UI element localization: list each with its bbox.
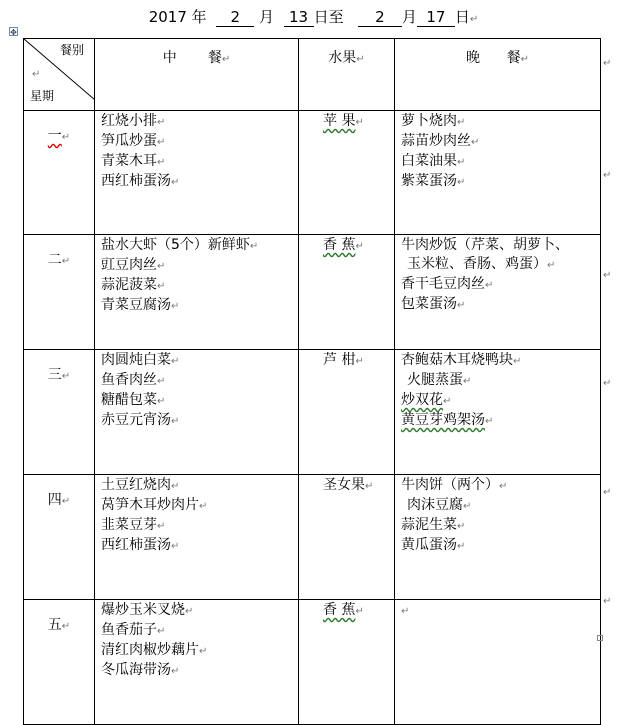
- fruit-cell: 芦 柑↵: [299, 350, 395, 475]
- table-row: [24, 235, 601, 350]
- paragraph-mark-icon: ↵: [32, 69, 41, 80]
- fruit-cell: 苹 果↵: [299, 111, 395, 235]
- dish-item: 赤豆元宵汤↵: [101, 412, 180, 428]
- dish-item: 糖醋包菜↵: [101, 392, 166, 408]
- dish-item: 白菜油果↵: [401, 153, 466, 169]
- dish-item: 西红柿蛋汤↵: [101, 537, 180, 553]
- corner-weekday-label: 星期: [30, 89, 55, 103]
- title-end-day: 17: [417, 8, 455, 27]
- table-resize-handle-icon[interactable]: [597, 635, 603, 641]
- weekday-cell: 一↵: [24, 111, 95, 235]
- dish-item: 盐水大虾（5个）新鲜虾↵: [101, 237, 259, 253]
- dish-item: 土豆红烧肉↵: [101, 477, 180, 493]
- dish-item: 蒜泥菠菜↵: [101, 277, 166, 293]
- dish-item: 黄豆芽鸡架汤↵: [401, 412, 494, 428]
- table-row: [24, 600, 601, 725]
- document-title: [0, 6, 627, 31]
- dish-item: 蒜泥生菜↵: [401, 517, 466, 533]
- dish-item: 莴笋木耳炒肉片↵: [101, 497, 208, 513]
- dish-item: 萝卜烧肉↵: [401, 113, 466, 129]
- header-row: [24, 39, 601, 111]
- title-end-month: 2: [358, 8, 402, 27]
- dish-item: 红烧小排↵: [101, 113, 166, 129]
- dish-item: 玉米粒、香肠、鸡蛋）↵: [407, 256, 556, 272]
- dinner-header: 晚 餐↵: [395, 39, 601, 111]
- dish-item: 蒜苗炒肉丝↵: [401, 133, 480, 149]
- title-start-day: 13: [284, 8, 314, 27]
- dish-item: 肉沫豆腐↵: [407, 497, 472, 513]
- dinner-cell: [395, 235, 601, 350]
- dish-item: 豇豆肉丝↵: [101, 257, 166, 273]
- table-row: [24, 475, 601, 600]
- weekday-cell: 五↵: [24, 600, 95, 725]
- lunch-header: 中 餐↵: [95, 39, 299, 111]
- dish-item: 肉圆炖白菜↵: [101, 352, 180, 368]
- lunch-cell: [95, 350, 299, 475]
- dish-item: 清红肉椒炒藕片↵: [101, 642, 208, 658]
- title-end-day-label: 日: [454, 8, 470, 26]
- title-year-label: 年: [191, 8, 207, 26]
- dish-item: 香干毛豆肉丝↵: [401, 276, 494, 292]
- lunch-cell: [95, 600, 299, 725]
- corner-meal-label: 餐别: [59, 43, 84, 57]
- lunch-cell: [95, 475, 299, 600]
- dinner-cell: [395, 350, 601, 475]
- table-row: [24, 111, 601, 235]
- dish-item: 青菜豆腐汤↵: [101, 297, 180, 313]
- table-move-handle-icon[interactable]: ✥: [10, 28, 17, 37]
- dinner-cell: [395, 600, 601, 725]
- dish-item: 冬瓜海带汤↵: [101, 662, 180, 678]
- weekday-cell: 四↵: [24, 475, 95, 600]
- dinner-cell: [395, 111, 601, 235]
- dish-item: 杏鲍菇木耳烧鸭块↵: [401, 352, 522, 368]
- weekday-cell: 二↵: [24, 235, 95, 350]
- fruit-cell: 圣女果↵: [299, 475, 395, 600]
- row-end-mark-icon: ↵: [603, 596, 612, 607]
- dish-item: 牛肉饼（两个）↵: [401, 477, 508, 493]
- row-end-mark-icon: ↵: [603, 270, 612, 281]
- lunch-cell: [95, 235, 299, 350]
- weekday-cell: 三↵: [24, 350, 95, 475]
- dish-item: 鱼香肉丝↵: [101, 372, 166, 388]
- row-end-mark-icon: ↵: [603, 487, 612, 498]
- menu-table: [23, 38, 601, 725]
- dish-item: 鱼香茄子↵: [101, 622, 166, 638]
- dish-item: 笋瓜炒蛋↵: [101, 133, 166, 149]
- row-end-mark-icon: ↵: [603, 378, 612, 389]
- row-end-mark-icon: ↵: [603, 170, 612, 181]
- corner-header-cell: [24, 39, 95, 111]
- fruit-cell: 香 蕉↵: [299, 600, 395, 725]
- dish-item: 韭菜豆芽↵: [101, 517, 166, 533]
- dish-item: 紫菜蛋汤↵: [401, 173, 466, 189]
- dish-item: 爆炒玉米叉烧↵: [101, 602, 194, 618]
- dish-item: 西红柿蛋汤↵: [101, 173, 180, 189]
- title-start-month: 2: [216, 8, 254, 27]
- title-month-label-1: 月: [259, 8, 275, 26]
- dish-item: 黄瓜蛋汤↵: [401, 537, 466, 553]
- paragraph-mark-icon: ↵: [469, 14, 479, 25]
- title-start-day-label: 日至: [313, 8, 344, 26]
- title-month-label-2: 月: [401, 8, 417, 26]
- row-end-mark-icon: ↵: [603, 58, 612, 69]
- dish-item: 牛肉炒饭（芹菜、胡萝卜、: [401, 237, 569, 253]
- table-row: [24, 350, 601, 475]
- fruit-header: 水果↵: [299, 39, 395, 111]
- fruit-cell: 香 蕉↵: [299, 235, 395, 350]
- dinner-cell: [395, 475, 601, 600]
- title-year: 2017: [148, 8, 187, 26]
- empty-paragraph: ↵: [401, 606, 410, 617]
- dish-item: 包菜蛋汤↵: [401, 296, 466, 312]
- dish-item: 青菜木耳↵: [101, 153, 166, 169]
- dish-item: 火腿蒸蛋↵: [407, 372, 472, 388]
- lunch-cell: [95, 111, 299, 235]
- dish-item: 炒双花↵: [401, 392, 452, 408]
